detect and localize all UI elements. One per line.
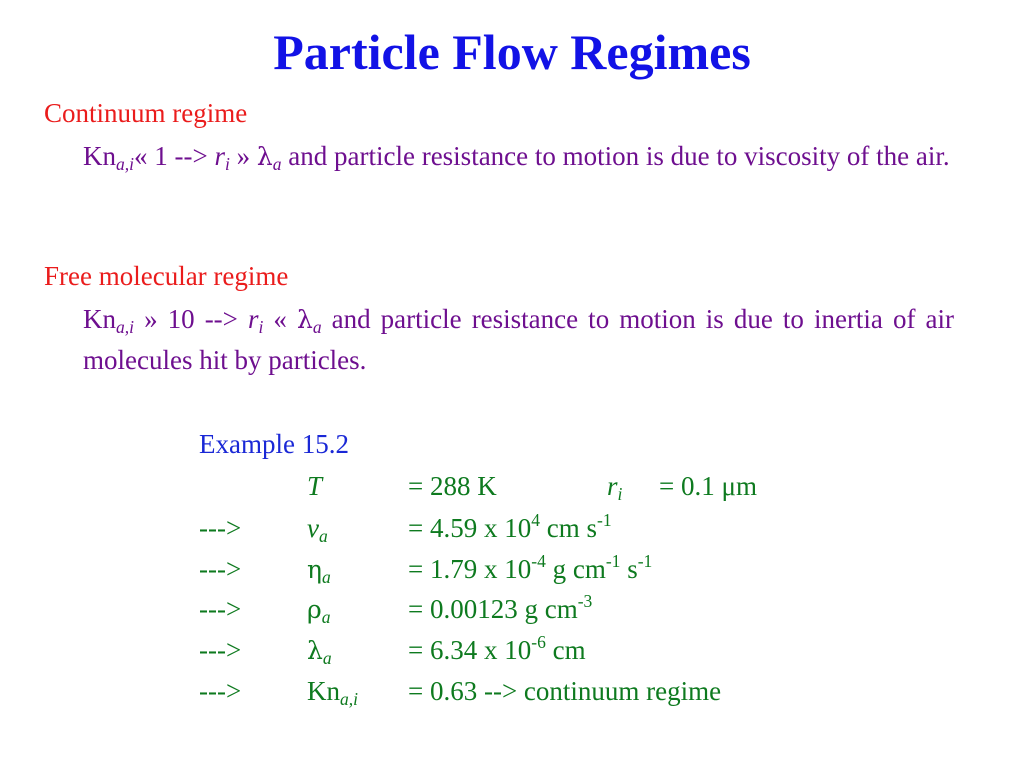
- lambda-subscript: a: [312, 317, 322, 337]
- rho-symbol: ρ: [307, 595, 322, 624]
- r-symbol: r: [247, 304, 259, 334]
- exponent: 4: [531, 510, 540, 530]
- unit-exponent: -1: [605, 551, 621, 571]
- example-title: Example 15.2: [199, 429, 349, 459]
- much-less-sign: «: [263, 304, 297, 334]
- arrow: --->: [199, 554, 242, 584]
- example-row-knudsen: [0, 673, 1024, 709]
- eta-subscript: a: [321, 567, 331, 587]
- temperature-value: = 288 K: [408, 471, 497, 501]
- velocity-symbol: v: [307, 513, 319, 543]
- kn-subscript: a,i: [116, 317, 135, 337]
- density-value: [408, 591, 592, 627]
- mean-free-path-value: [408, 632, 586, 668]
- exponent: -3: [577, 591, 593, 611]
- kn-symbol: Kn: [307, 676, 340, 706]
- r-subscript: i: [225, 154, 230, 174]
- free-molecular-regime-heading: Free molecular regime: [44, 261, 289, 291]
- kn-symbol: Kn: [83, 141, 116, 171]
- lambda-symbol: λ: [296, 305, 313, 334]
- continuum-regime-heading: Continuum regime: [44, 98, 248, 128]
- continuum-explanation: and particle resistance to motion is due to viscosity of the air.: [281, 141, 950, 171]
- lambda-symbol: λ: [256, 142, 273, 171]
- free-molecular-explanation: and particle resistance to motion is due to inertia of air molecules hit by particles.: [83, 304, 954, 375]
- value-part: = 1.79 x 10: [408, 554, 532, 584]
- example-row-velocity: [0, 510, 1024, 546]
- example-row-density: [0, 591, 1024, 627]
- much-greater-sign: »: [229, 141, 257, 171]
- exponent: -4: [531, 551, 546, 571]
- arrow: --->: [199, 594, 242, 624]
- value-unit: cm: [545, 635, 586, 665]
- rho-subscript: a: [321, 607, 331, 627]
- radius-subscript: i: [617, 484, 623, 504]
- slide-title: Particle Flow Regimes: [273, 24, 751, 80]
- arrow: --->: [199, 513, 242, 543]
- value-part: = 4.59 x 10: [408, 513, 532, 543]
- r-symbol: r: [214, 141, 226, 171]
- arrow: --->: [199, 676, 242, 706]
- value-part: = 0.00123 g cm: [408, 594, 578, 624]
- radius-symbol: r: [607, 471, 618, 501]
- kn-subscript: a,i: [340, 689, 359, 709]
- exponent: -6: [531, 632, 546, 652]
- arrow: --->: [199, 635, 242, 665]
- example-row-temperature: [0, 468, 1024, 504]
- continuum-regime-description: [83, 136, 954, 177]
- value-unit: g cm: [545, 554, 606, 584]
- eta-symbol: η: [307, 555, 322, 584]
- knudsen-value: = 0.63 --> continuum regime: [408, 676, 722, 706]
- kn-symbol: Kn: [83, 304, 116, 334]
- temperature-symbol: T: [307, 471, 323, 501]
- value-part: = 6.34 x 10: [408, 635, 532, 665]
- relation-text: » 10 -->: [134, 304, 248, 334]
- r-subscript: i: [258, 317, 264, 337]
- lambda-subscript: a: [272, 154, 282, 174]
- viscosity-value: [408, 551, 652, 587]
- example-row-mean-free-path: [0, 632, 1024, 668]
- lambda-symbol: λ: [307, 636, 323, 665]
- relation-text: « 1 -->: [134, 141, 215, 171]
- unit-exponent: -1: [597, 510, 612, 530]
- value-unit-2: s: [620, 554, 638, 584]
- unit-exponent-2: -1: [637, 551, 653, 571]
- velocity-subscript: a: [318, 526, 328, 546]
- free-molecular-regime-description: [83, 299, 954, 380]
- radius-value: = 0.1 μm: [659, 471, 757, 501]
- kn-subscript: a,i: [116, 154, 135, 174]
- velocity-value: [408, 510, 612, 546]
- lambda-subscript: a: [322, 648, 332, 668]
- example-row-viscosity: [0, 551, 1024, 587]
- value-unit: cm s: [540, 513, 597, 543]
